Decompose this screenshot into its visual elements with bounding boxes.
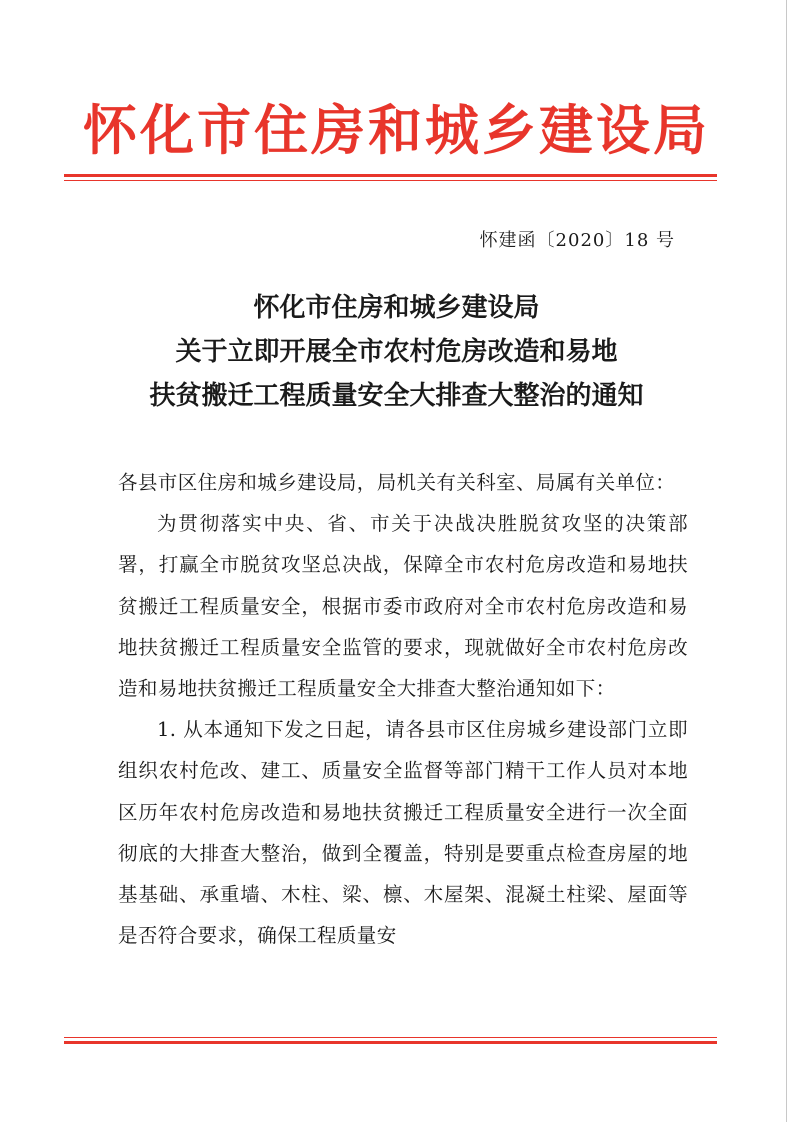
document-body xyxy=(118,462,688,956)
recipients-line: 各县市区住房和城乡建设局，局机关有关科室、局属有关单位： xyxy=(118,471,676,494)
footer-divider-thick xyxy=(64,1041,717,1044)
scan-edge-line xyxy=(786,0,787,1122)
document-number: 怀建函〔2020〕18 号 xyxy=(479,230,675,251)
title-line: 扶贫搬迁工程质量安全大排查大整治的通知 xyxy=(149,381,644,411)
document-title xyxy=(0,286,793,418)
letterhead-title: 怀化市住房和城乡建设局 xyxy=(83,99,710,162)
body-paragraph: 为贯彻落实中央、省、市关于决战决胜脱贫攻坚的决策部署，打赢全市脱贫攻坚总决战，保障全市农村危房改造和易地扶贫搬迁工程质量安全，根据市委市政府对全市农村危房改造和易地扶贫搬迁工程质量安全监管的要求，现就做好全市农村危房改造和易地扶贫搬迁工程质量安全大排查大整治通知如下： xyxy=(118,512,688,701)
footer-divider-thin xyxy=(64,1037,717,1038)
body-paragraph: 1. 从本通知下发之日起，请各县市区住房城乡建设部门立即组织农村危改、建工、质量安全监督等部门精干工作人员对本地区历年农村危房改造和易地扶贫搬迁工程质量安全进行一次全面彻底的大排查大整治，做到全覆盖，特别是要重点检查房屋的地基基础、承重墙、木柱、梁、檩、木屋架、混凝土柱梁、屋面等是否符合要求，确保工程质量安 xyxy=(118,718,688,948)
letterhead-divider-thin xyxy=(64,180,717,181)
letterhead-divider-thick xyxy=(64,174,717,177)
title-line: 关于立即开展全市农村危房改造和易地 xyxy=(175,337,618,367)
title-line: 怀化市住房和城乡建设局 xyxy=(253,293,540,323)
